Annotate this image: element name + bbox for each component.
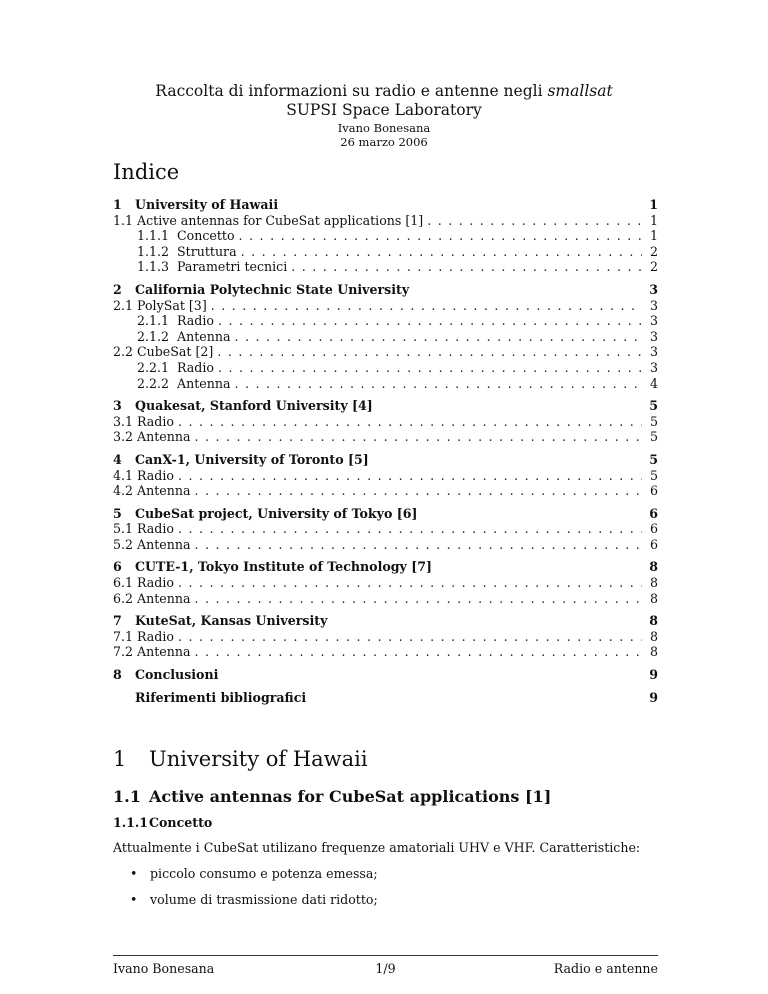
section-heading — [113, 747, 368, 771]
toc-entry-section[interactable] — [113, 197, 658, 213]
toc-leader-dots — [194, 591, 642, 607]
subsubsection-number: 1.1.1 — [113, 815, 149, 830]
toc-leader-dots — [178, 629, 642, 645]
body-paragraph: Attualmente i CubeSat utilizano frequenze amatoriali UHV e VHF. Caratteristiche: — [113, 840, 641, 855]
toc-number: 5 — [113, 505, 122, 521]
toc-leader-dots — [218, 360, 642, 376]
toc-page: 5 — [649, 398, 658, 414]
toc-number: 1.1 — [113, 212, 134, 228]
footer-title: Radio e antenne — [553, 961, 658, 976]
toc-entry-subsubsection[interactable] — [113, 313, 658, 329]
toc-page: 5 — [649, 429, 658, 445]
subsection-heading — [113, 787, 551, 806]
toc-page: 8 — [649, 628, 658, 644]
toc-number: 2.1 — [113, 297, 134, 313]
bullet-item: • piccolo consumo e potenza emessa; — [130, 866, 378, 881]
toc-entry-subsection[interactable] — [113, 644, 658, 660]
section-number: 1 — [113, 747, 127, 771]
toc-section — [113, 452, 658, 499]
toc-page: 5 — [649, 413, 658, 429]
toc-label: University of Hawaii — [135, 197, 279, 212]
footer-divider — [113, 955, 658, 956]
toc-page: 8 — [649, 559, 658, 575]
toc-section — [113, 282, 658, 391]
toc-section — [113, 197, 658, 275]
toc-label: Antenna — [137, 429, 191, 445]
toc-label: California Polytechnic State University — [135, 281, 410, 297]
toc-number: 1.1.1 — [137, 228, 170, 244]
toc-number: 3.1 — [113, 413, 134, 429]
toc-number: 7 — [113, 613, 122, 629]
toc-entry-section[interactable] — [113, 452, 658, 468]
toc-page: 1 — [649, 212, 658, 228]
toc-number: 3.2 — [113, 429, 134, 445]
toc-number: 4.1 — [113, 467, 134, 483]
toc-number: 7.1 — [113, 628, 134, 644]
document-subtitle: SUPSI Space Laboratory — [286, 101, 482, 119]
toc-page: 3 — [649, 281, 658, 297]
toc-leader-dots — [194, 537, 642, 553]
toc-label: Radio — [137, 521, 174, 537]
toc-entry-subsection[interactable] — [113, 591, 658, 607]
toc-number: 4.2 — [113, 483, 134, 499]
toc-page: 1 — [649, 228, 658, 244]
footer-author: Ivano Bonesana — [113, 961, 215, 976]
toc-section — [113, 690, 658, 706]
toc-page: 6 — [649, 536, 658, 552]
bullet-icon: • — [130, 892, 138, 907]
toc-page: 6 — [649, 483, 658, 499]
toc-leader-dots — [234, 329, 642, 345]
toc-label: CubeSat [2] — [137, 344, 214, 360]
toc-label: PolySat [3] — [137, 297, 207, 313]
toc-label: Radio — [137, 413, 174, 429]
toc-section — [113, 559, 658, 606]
toc-page: 6 — [649, 521, 658, 537]
toc-number: 1.1.2 — [137, 243, 170, 259]
toc-entry-subsection[interactable] — [113, 468, 658, 484]
document-date: 26 marzo 2006 — [340, 135, 428, 149]
toc-leader-dots — [241, 244, 642, 260]
subsubsection-heading — [113, 815, 212, 830]
document-author: Ivano Bonesana — [337, 121, 431, 135]
toc-number: 4 — [113, 451, 122, 467]
title-block — [0, 82, 768, 149]
toc-label: Radio — [137, 467, 174, 483]
toc-page: 3 — [649, 297, 658, 313]
subsection-number: 1.1 — [113, 787, 141, 806]
toc-number: 2.1.2 — [137, 328, 170, 344]
toc-leader-dots — [178, 575, 642, 591]
toc-section — [113, 613, 658, 660]
toc-page: 2 — [649, 243, 658, 259]
toc-label: Conclusioni — [135, 667, 219, 683]
toc-entry-subsubsection[interactable] — [113, 259, 658, 275]
table-of-contents — [113, 197, 658, 712]
toc-label: Riferimenti bibliografici — [135, 689, 307, 705]
toc-entry-section[interactable] — [113, 506, 658, 522]
bullet-item: • volume di trasmissione dati ridotto; — [130, 892, 378, 907]
toc-entry-subsection[interactable] — [113, 521, 658, 537]
toc-leader-dots — [218, 313, 642, 329]
bullet-icon: • — [130, 866, 138, 881]
toc-label: Radio — [137, 628, 174, 644]
toc-page: 8 — [649, 575, 658, 591]
toc-number: 2.1.1 — [137, 313, 170, 329]
toc-page: 6 — [649, 505, 658, 521]
footer-page-number: 1/9 — [375, 961, 396, 976]
document-title: Raccolta di informazioni su radio e antenne negli smallsat — [155, 82, 613, 100]
toc-number: 2 — [113, 281, 122, 297]
toc-entry-section[interactable] — [113, 613, 658, 629]
toc-page: 4 — [649, 375, 658, 391]
toc-leader-dots — [234, 376, 642, 392]
toc-entry-section[interactable] — [113, 282, 658, 298]
toc-entry-subsection[interactable] — [113, 213, 658, 229]
toc-entry-subsection[interactable] — [113, 483, 658, 499]
toc-entry-subsubsection[interactable] — [113, 360, 658, 376]
toc-label: Antenna — [137, 483, 191, 499]
toc-number: 2.2 — [113, 344, 134, 360]
toc-label: Antenna — [137, 644, 191, 660]
toc-page: 3 — [649, 359, 658, 375]
toc-entry-subsection[interactable] — [113, 414, 658, 430]
toc-leader-dots — [194, 429, 642, 445]
toc-leader-dots — [211, 298, 642, 314]
toc-heading: Indice — [113, 160, 180, 184]
toc-label: Antenna — [177, 375, 231, 391]
bullet-list — [130, 866, 378, 918]
toc-leader-dots — [291, 259, 642, 275]
toc-page: 9 — [649, 667, 658, 683]
toc-entry-subsection[interactable] — [113, 344, 658, 360]
toc-section — [113, 398, 658, 445]
toc-number: 1.1.3 — [137, 259, 170, 275]
toc-label: CUTE-1, Tokyo Institute of Technology [7] — [135, 559, 432, 575]
subsubsection-title: Concetto — [149, 815, 213, 830]
toc-label: Radio — [177, 313, 214, 329]
toc-page: 3 — [649, 328, 658, 344]
toc-page: 9 — [649, 689, 658, 705]
section-title: University of Hawaii — [149, 747, 368, 771]
toc-label: Struttura — [177, 243, 237, 259]
toc-number: 8 — [113, 667, 122, 683]
toc-entry-subsection[interactable] — [113, 537, 658, 553]
toc-page: 1 — [649, 197, 658, 212]
toc-number: 5.2 — [113, 536, 134, 552]
toc-label: CubeSat project, University of Tokyo [6] — [135, 505, 418, 521]
toc-label: Radio — [177, 359, 214, 375]
toc-section — [113, 667, 658, 683]
toc-leader-dots — [178, 468, 642, 484]
toc-leader-dots — [239, 228, 642, 244]
toc-entry-subsubsection[interactable] — [113, 376, 658, 392]
toc-page: 5 — [649, 451, 658, 467]
toc-leader-dots — [217, 344, 642, 360]
toc-leader-dots — [194, 644, 642, 660]
toc-leader-dots — [194, 483, 642, 499]
toc-label: Radio — [137, 575, 174, 591]
toc-label: Active antennas for CubeSat applications [1] — [137, 212, 424, 228]
toc-number: 6 — [113, 559, 122, 575]
toc-number: 6.1 — [113, 575, 134, 591]
toc-label: CanX-1, University of Toronto [5] — [135, 451, 369, 467]
toc-number: 2.2.1 — [137, 359, 170, 375]
toc-page: 8 — [649, 590, 658, 606]
toc-leader-dots — [427, 213, 642, 229]
toc-label: Quakesat, Stanford University [4] — [135, 398, 373, 414]
toc-entry-subsection[interactable] — [113, 298, 658, 314]
toc-number: 5.1 — [113, 521, 134, 537]
toc-entry-section[interactable] — [113, 667, 658, 683]
toc-page: 2 — [649, 259, 658, 275]
toc-entry-section[interactable] — [113, 559, 658, 575]
toc-number: 7.2 — [113, 644, 134, 660]
toc-page: 3 — [649, 313, 658, 329]
toc-section — [113, 506, 658, 553]
toc-leader-dots — [178, 414, 642, 430]
toc-label: Parametri tecnici — [177, 259, 288, 275]
toc-entry-subsection[interactable] — [113, 629, 658, 645]
toc-entry-subsection[interactable] — [113, 575, 658, 591]
toc-label: Antenna — [137, 536, 191, 552]
title-emphasis: smallsat — [547, 82, 613, 100]
toc-page: 8 — [649, 613, 658, 629]
toc-number: 1 — [113, 197, 122, 212]
toc-entry-section[interactable] — [113, 398, 658, 414]
toc-label: Antenna — [137, 590, 191, 606]
toc-number: 3 — [113, 398, 122, 414]
toc-number: 6.2 — [113, 590, 134, 606]
toc-entry-subsection[interactable] — [113, 429, 658, 445]
subsection-title: Active antennas for CubeSat applications [1] — [149, 787, 552, 806]
toc-page: 8 — [649, 644, 658, 660]
toc-number: 2.2.2 — [137, 375, 170, 391]
toc-entry-section[interactable] — [113, 690, 658, 706]
toc-page: 3 — [649, 344, 658, 360]
toc-label: Concetto — [177, 228, 235, 244]
toc-leader-dots — [178, 521, 642, 537]
toc-entry-subsubsection[interactable] — [113, 329, 658, 345]
toc-label: KuteSat, Kansas University — [135, 613, 328, 629]
toc-label: Antenna — [177, 328, 231, 344]
toc-page: 5 — [649, 467, 658, 483]
toc-entry-subsubsection[interactable] — [113, 228, 658, 244]
toc-entry-subsubsection[interactable] — [113, 244, 658, 260]
